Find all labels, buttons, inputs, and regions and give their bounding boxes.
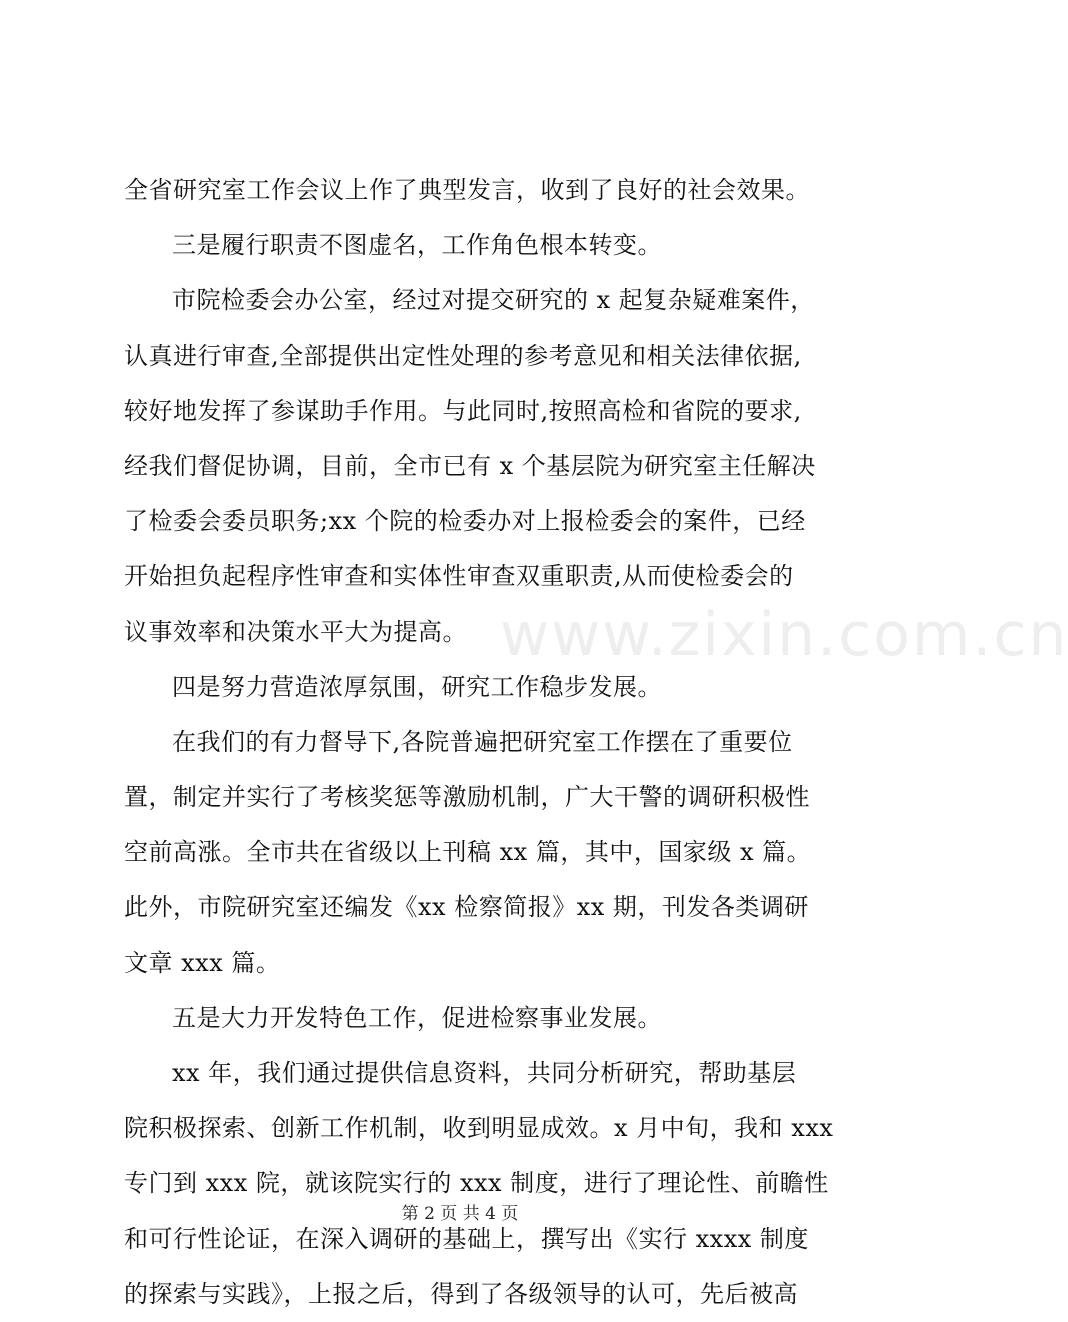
text-line: 专门到 xxx 院，就该院实行的 xxx 制度，进行了理论性、前瞻性 <box>124 1169 829 1198</box>
text-line: 在我们的有力督导下,各院普遍把研究室工作摆在了重要位 <box>172 727 793 756</box>
text-line: 置，制定并实行了考核奖惩等激励机制，广大干警的调研积极性 <box>124 783 810 812</box>
text-line: xx 年，我们通过提供信息资料，共同分析研究，帮助基层 <box>172 1059 797 1087</box>
text-line: 此外，市院研究室还编发《xx 检察简报》xx 期，刊发各类调研 <box>124 893 809 922</box>
text-line: 较好地发挥了参谋助手作用。与此同时,按照高检和省院的要求, <box>124 396 802 425</box>
watermark: www.zixin.com.cn <box>500 600 1068 670</box>
text-line: 了检委会委员职务;xx 个院的检委办对上报检委会的案件，已经 <box>124 507 806 536</box>
text-line: 经我们督促协调，目前，全市已有 x 个基层院为研究室主任解决 <box>124 451 816 480</box>
text-line: 开始担负起程序性审查和实体性审查双重职责,从而使检委会的 <box>124 562 794 591</box>
text-line: 文章 xxx 篇。 <box>124 948 281 977</box>
page-footer: 第 2 页 共 4 页 <box>401 1204 519 1224</box>
text-line: 全省研究室工作会议上作了典型发言，收到了良好的社会效果。 <box>124 176 810 204</box>
text-line: 议事效率和决策水平大为提高。 <box>124 617 467 646</box>
text-line: 五是大力开发特色工作，促进检察事业发展。 <box>172 1003 662 1032</box>
text-line: 院积极探索、创新工作机制，收到明显成效。x 月中旬，我和 xxx <box>124 1114 834 1143</box>
text-line: 四是努力营造浓厚氛围，研究工作稳步发展。 <box>172 672 662 701</box>
text-line: 认真进行审查,全部提供出定性处理的参考意见和相关法律依据, <box>124 341 802 370</box>
text-line: 空前高涨。全市共在省级以上刊稿 xx 篇，其中，国家级 x 篇。 <box>124 838 812 867</box>
text-line: 的探索与实践》，上报之后，得到了各级领导的认可，先后被高 <box>124 1279 798 1308</box>
text-line: 市院检委会办公室，经过对提交研究的 x 起复杂疑难案件， <box>172 286 815 315</box>
text-line: 和可行性论证，在深入调研的基础上，撰写出《实行 xxxx 制度 <box>124 1224 809 1253</box>
text-line: 三是履行职责不图虚名，工作角色根本转变。 <box>172 231 662 260</box>
document-body <box>124 163 834 1322</box>
